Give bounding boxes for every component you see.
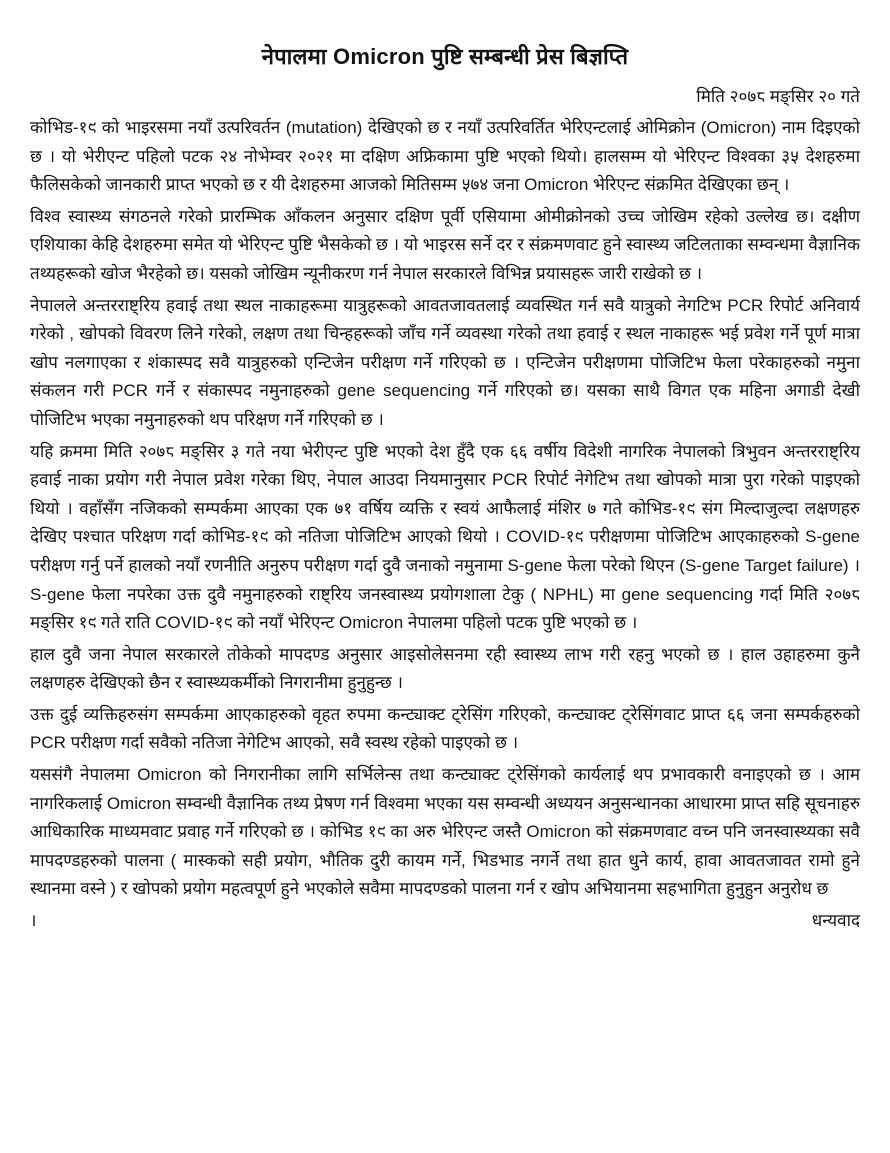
closing-line <box>30 907 860 936</box>
paragraph-4: यहि क्रममा मिति २०७८ मङ्सिर ३ गते नया भेरीएन्ट पुष्टि भएको देश हुँदै एक ६६ वर्षीय विदेशी नागरिक नेपालको त्रिभुवन अन्तरराष्ट्रिय हवाई नाका प्रयोग गरी नेपाल प्रवेश गरेका थिए, नेपाल आउदा नियमानुसार PCR रिपोर्ट नेगेटिभ तथा खोपको मात्रा पुरा गरेको पाइएको थियो । वहाँसँग नजिकको सम्पर्कमा आएका एक ७१ वर्षिय व्यक्ति र स्वयं आफैलाई मंशिर ७ गते कोभिड-१९ संग मिल्दाजुल्दा लक्षणहरु देखिए पश्चात परिक्षण गर्दा कोभिड-१९ को नतिजा पोजिटिभ आएको थियो । COVID-१९ परीक्षणमा पोजिटिभ आएकाहरुको S-gene परीक्षण गर्नु पर्ने हालको नयाँ रणनीति अनुरुप परीक्षण गर्दा दुवै जनाको नमुनामा S-gene फेला परेको थिएन (S-gene Target failure) । S-gene फेला नपरेका उक्त दुवै नमुनाहरुको राष्ट्रिय जनस्वास्थ्य प्रयोगशाला टेकु ( NPHL) मा gene sequencing गर्दा मिति २०७८ मङ्सिर १९ गते राति COVID-१९ को नयाँ भेरिएन्ट Omicron नेपालमा पहिलो पटक पुष्टि भएको छ । <box>30 441 860 633</box>
paragraph-2: विश्व स्वास्थ्य संगठनले गरेको प्रारम्भिक आँकलन अनुसार दक्षिण पूर्वी एसियामा ओमीक्रोनको उच्च जोखिम रहेको उल्लेख छ। दक्षीण एशियाका केहि देशहरुमा समेत यो भेरिएन्ट पुष्टि भैसकेको छ । यो भाइरस सर्ने दर र संक्रमणवाट हुने स्वास्थ्य जटिलताका सम्वन्धमा वैज्ञानिक तथ्यहरूको खोज भैरहेको छ। यसको जोखिम न्यूनीकरण गर्न नेपाल सरकारले विभिन्न प्रयासहरू जारी राखेको छ । <box>30 206 860 283</box>
closing-thanks: धन्यवाद <box>811 911 860 931</box>
paragraph-3: नेपालले अन्तरराष्ट्रिय हवाई तथा स्थल नाकाहरूमा यात्रुहरूको आवतजावतलाई व्यवस्थित गर्न सवै यात्रुको नेगटिभ PCR रिपोर्ट अनिवार्य गरेको , खोपको विवरण लिने गरेको, लक्षण तथा चिन्हहरूको जाँच गर्ने व्यवस्था गरेको तथा हवाई र स्थल नाकाहरू भई प्रवेश गर्ने पूर्ण मात्रा खोप नलगाएका र शंकास्पद सवै यात्रुहरुको एन्टिजेन परीक्षण गर्ने गरिएको छ । एन्टिजेन परीक्षणमा पोजिटिभ फेला परेकाहरुको नमुना संकलन गरी PCR गर्ने र संकास्पद नमुनाहरुको gene sequencing गर्ने गरिएको छ। यसका साथै विगत एक महिना अगाडी देखी पोजिटिभ भएका नमुनाहरुको थप परिक्षण गर्ने गरिएको छ । <box>30 295 860 429</box>
date-line: मिति २०७८ मङ्सिर २० गते <box>696 87 860 106</box>
paragraph-6: उक्त दुई व्यक्तिहरुसंग सम्पर्कमा आएकाहरुको वृहत रुपमा कन्ट्याक्ट ट्रेसिंग गरिएको, कन्ट्याक्ट ट्रेसिंगवाट प्राप्त ६६ जना सम्पर्कहरुको PCR परीक्षण गर्दा सवैको नतिजा नेगेटिभ आएको, सवै स्वस्थ रहेको पाइएको छ । <box>30 704 860 753</box>
paragraph-5: हाल दुवै जना नेपाल सरकारले तोकेको मापदण्ड अनुसार आइसोलेसनमा रही स्वास्थ्य लाभ गरी रहनु भएको छ । हाल उहाहरुमा कुनै लक्षणहरु देखिएको छैन र स्वास्थ्यकर्मीको निगरानीमा हुनुहुन्छ । <box>30 644 860 693</box>
document-body <box>30 114 860 936</box>
paragraph-1: कोभिड-१९ को भाइरसमा नयाँ उत्परिवर्तन (mutation) देखिएको छ र नयाँ उत्परिवर्तित भेरिएन्टलाई ओमिक्रोन (Omicron) नाम दिइएको छ । यो भेरीएन्ट पहिलो पटक २४ नोभेम्वर २०२१ मा दक्षिण अफ्रिकामा पुष्टि भएको थियो। हालसम्म यो भेरिएन्ट विश्वका ३५ देशहरुमा फैलिसकेको जानकारी प्राप्त भएको छ र यी देशहरुमा आजको मितिसम्म ५७४ जना Omicron भेरिएन्ट संक्रमित देखिएका छन् । <box>30 118 860 195</box>
paragraph-7: यससंगै नेपालमा Omicron को निगरानीका लागि सर्भिलेन्स तथा कन्ट्याक्ट ट्रेसिंगको कार्यलाई थप प्रभावकारी वनाइएको छ । आम नागरिकलाई Omicron सम्वन्धी वैज्ञानिक तथ्य प्रेषण गर्न विश्वमा भएका यस सम्वन्धी अध्ययन अनुसन्धानका आधारमा प्राप्त सहि सूचनाहरु आधिकारिक माध्यमवाट प्रवाह गर्ने गरिएको छ । कोभिड १९ का अरु भेरिएन्ट जस्तै Omicron को संक्रमणवाट वच्न पनि जनस्वास्थ्यका सवै मापदण्डहरुको पालना ( मास्कको सही प्रयोग, भौतिक दुरी कायम गर्ने, भिडभाड नगर्ने तथा हात धुने कार्य, हावा आवतजावत रामो हुने स्थानमा वस्ने ) र खोपको प्रयोग महत्वपूर्ण हुने भएकोले सवैमा मापदण्डको पालना गर्न र खोप अभियानमा सहभागिता हुनुहुन अनुरोध छ <box>30 765 860 899</box>
closing-punctuation: । <box>30 911 37 931</box>
page-title: नेपालमा Omicron पुष्टि सम्बन्धी प्रेस बिज्ञप्ति <box>261 44 629 69</box>
